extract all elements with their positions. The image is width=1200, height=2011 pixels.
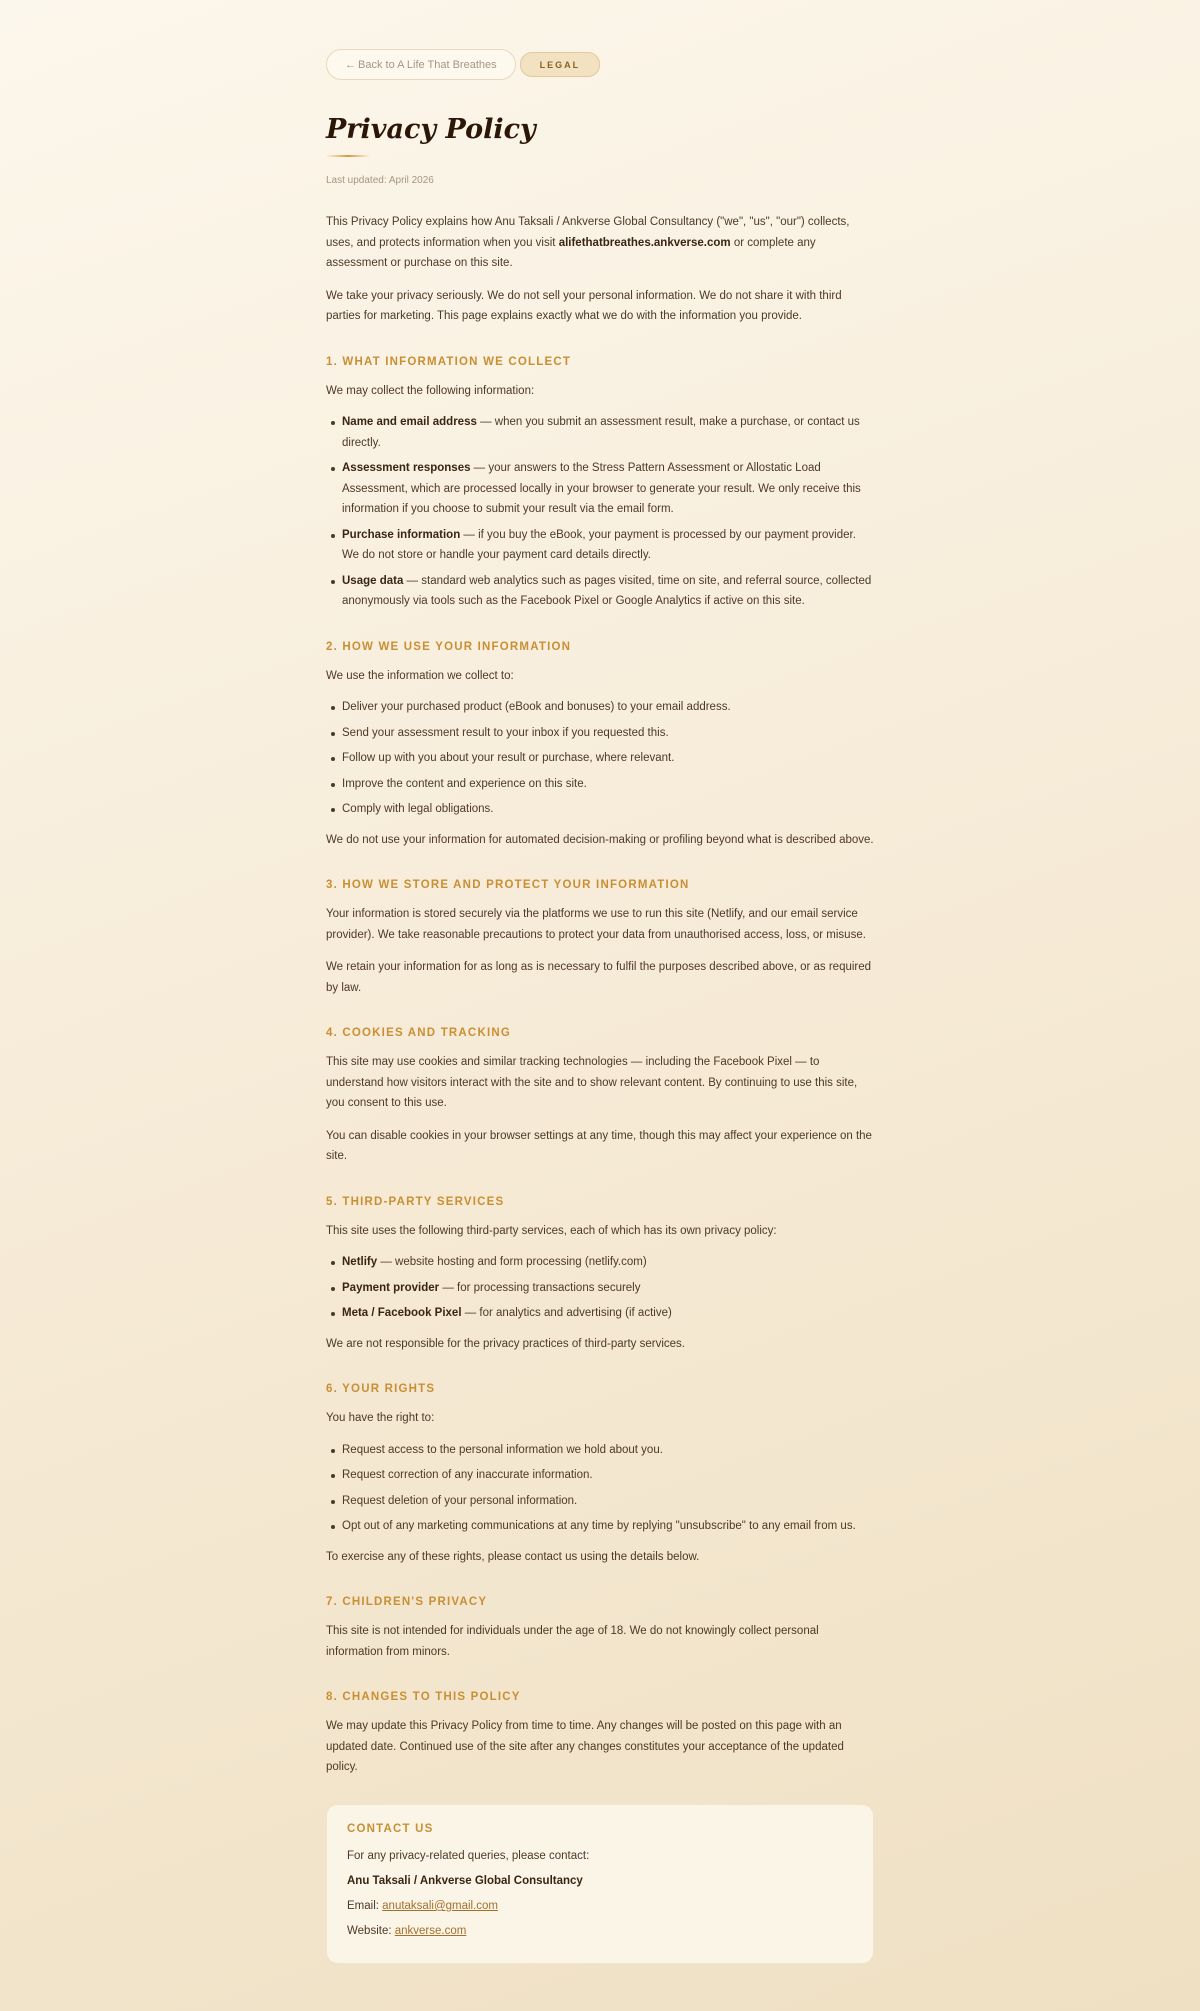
contact-card [326, 1804, 874, 1964]
section-heading: 1. WHAT INFORMATION WE COLLECT [326, 355, 572, 368]
list-item-text: — for processing transactions securely [439, 1281, 641, 1294]
list-item: Request correction of any inaccurate information. [342, 1465, 874, 1486]
list-item-text: — standard web analytics such as pages visited, time on site, and referral source, collected anonymously via tools such as the Facebook Pixel or Google Analytics if active on this site. [342, 574, 872, 608]
rights-list [326, 1440, 874, 1537]
list-item-text: — for analytics and advertising (if active) [461, 1307, 672, 1320]
contact-name-line [347, 1871, 853, 1891]
contact-website-line [347, 1921, 853, 1941]
section-paragraph: You can disable cookies in your browser settings at any time, though this may affect your experience on the site. [326, 1129, 872, 1163]
page-title: Privacy Policy [326, 114, 536, 145]
last-updated: Last updated: April 2026 [326, 175, 434, 187]
third-party-list [326, 1252, 874, 1324]
website-label: Website: [347, 1924, 395, 1937]
email-link[interactable]: anutaksali@gmail.com [382, 1899, 499, 1912]
section-heading: 5. THIRD-PARTY SERVICES [326, 1195, 505, 1208]
back-arrow-icon: ← [345, 58, 356, 71]
section-paragraph: This site may use cookies and similar tracking technologies — including the Facebook Pixel — to understand how visitors interact with the site and to show relevant content. By continuing to use this site, you consent to this use. [326, 1056, 858, 1110]
list-item [342, 1303, 874, 1324]
section-heading: 4. COOKIES AND TRACKING [326, 1027, 511, 1040]
list-item: Opt out of any marketing communications at any time by replying "unsubscribe" to any email from us. [342, 1516, 874, 1537]
list-item [342, 525, 874, 566]
section-heading: 3. HOW WE STORE AND PROTECT YOUR INFORMATION [326, 879, 690, 892]
section-children [326, 1595, 874, 1662]
section-store [326, 878, 874, 998]
site-domain: alifethatbreathes.ankverse.com [558, 236, 731, 249]
intro-text-before: This Privacy Policy explains how Anu Taksali / Ankverse Global Consultancy ("we", "us", "our") collects, uses, and protects information when you visit [326, 216, 850, 249]
list-item-term: Netlify [342, 1256, 378, 1269]
section-paragraph: We do not use your information for automated decision-making or profiling beyond what is described above. [326, 833, 874, 846]
section-changes [326, 1690, 874, 1778]
page-content [326, 0, 874, 1964]
section-lead: You have the right to: [326, 1412, 435, 1425]
section-lead: This site uses the following third-party services, each of which has its own privacy policy: [326, 1224, 777, 1237]
list-item: Comply with legal obligations. [342, 799, 874, 820]
use-list [326, 697, 874, 820]
list-item [342, 1252, 874, 1273]
section-rights [326, 1382, 874, 1567]
website-link[interactable]: ankverse.com [394, 1924, 467, 1937]
section-lead: We may collect the following information: [326, 384, 535, 397]
list-item [342, 571, 874, 612]
section-use [326, 640, 874, 851]
section-cookies [326, 1026, 874, 1167]
section-paragraph: To exercise any of these rights, please contact us using the details below. [326, 1550, 700, 1563]
contact-heading: CONTACT US [347, 1822, 434, 1835]
list-item-term: Purchase information [342, 528, 461, 541]
section-heading: 2. HOW WE USE YOUR INFORMATION [326, 640, 572, 653]
email-label: Email: [347, 1899, 383, 1912]
list-item-term: Payment provider [342, 1281, 440, 1294]
section-paragraph: Your information is stored securely via the platforms we use to run this site (Netlify, and our email service provider). We take reasonable precautions to protect your data from unauthorised access, loss, or misuse. [326, 908, 866, 941]
list-item-text: — when you submit an assessment result, make a purchase, or contact us directly. [342, 416, 860, 449]
list-item-text: — website hosting and form processing (netlify.com) [377, 1256, 647, 1269]
section-lead: We use the information we collect to: [326, 669, 514, 682]
list-item-term: Assessment responses [342, 462, 471, 475]
title-divider [326, 155, 370, 157]
list-item: Follow up with you about your result or purchase, where relevant. [342, 748, 874, 769]
list-item: Send your assessment result to your inbox if you requested this. [342, 723, 874, 744]
list-item [342, 1278, 874, 1299]
list-item-term: Meta / Facebook Pixel [342, 1307, 462, 1320]
contact-lead: For any privacy-related queries, please contact: [347, 1849, 590, 1862]
top-bar [326, 49, 874, 80]
intro-paragraph-2: We take your privacy seriously. We do not sell your personal information. We do not share it with third parties for marketing. This page explains exactly what we do with the information you provide. [326, 289, 842, 323]
list-item-text: — if you buy the eBook, your payment is processed by our payment provider. We do not store or handle your payment card details directly. [342, 528, 856, 562]
intro-text-after: or complete any assessment or purchase on this site. [326, 236, 816, 270]
list-item: Deliver your purchased product (eBook and bonuses) to your email address. [342, 697, 874, 718]
intro-paragraph-1 [326, 212, 874, 274]
list-item-text: — your answers to the Stress Pattern Assessment or Allostatic Load Assessment, which are processed locally in your browser to generate your result. We only receive this information if you choose to submit your result via the email form. [342, 462, 861, 516]
section-collect [326, 355, 874, 612]
section-heading: 8. CHANGES TO THIS POLICY [326, 1691, 521, 1704]
section-paragraph: We retain your information for as long as is necessary to fulfil the purposes described above, or as required by law. [326, 961, 872, 994]
list-item-term: Name and email address [342, 416, 477, 429]
contact-name: Anu Taksali / Ankverse Global Consultancy [347, 1874, 583, 1887]
list-item: Improve the content and experience on this site. [342, 774, 874, 795]
back-link-label: Back to A Life That Breathes [358, 58, 497, 71]
list-item: Request deletion of your personal information. [342, 1491, 874, 1512]
list-item: Request access to the personal information we hold about you. [342, 1440, 874, 1461]
section-heading: 7. CHILDREN'S PRIVACY [326, 1596, 488, 1609]
collect-list [326, 412, 874, 612]
section-paragraph: We may update this Privacy Policy from time to time. Any changes will be posted on this page with an updated date. Continued use of the site after any changes constitutes your acceptance of the updated policy. [326, 1720, 844, 1774]
list-item [342, 458, 874, 520]
back-link[interactable] [326, 49, 516, 80]
contact-email-line [347, 1896, 853, 1916]
section-paragraph: We are not responsible for the privacy practices of third-party services. [326, 1337, 685, 1350]
list-item [342, 412, 874, 453]
section-paragraph: This site is not intended for individuals under the age of 18. We do not knowingly collect personal information from minors. [326, 1625, 819, 1658]
list-item-term: Usage data [342, 574, 404, 587]
section-heading: 6. YOUR RIGHTS [326, 1383, 436, 1396]
legal-badge: LEGAL [520, 52, 601, 77]
section-third-party [326, 1195, 874, 1355]
